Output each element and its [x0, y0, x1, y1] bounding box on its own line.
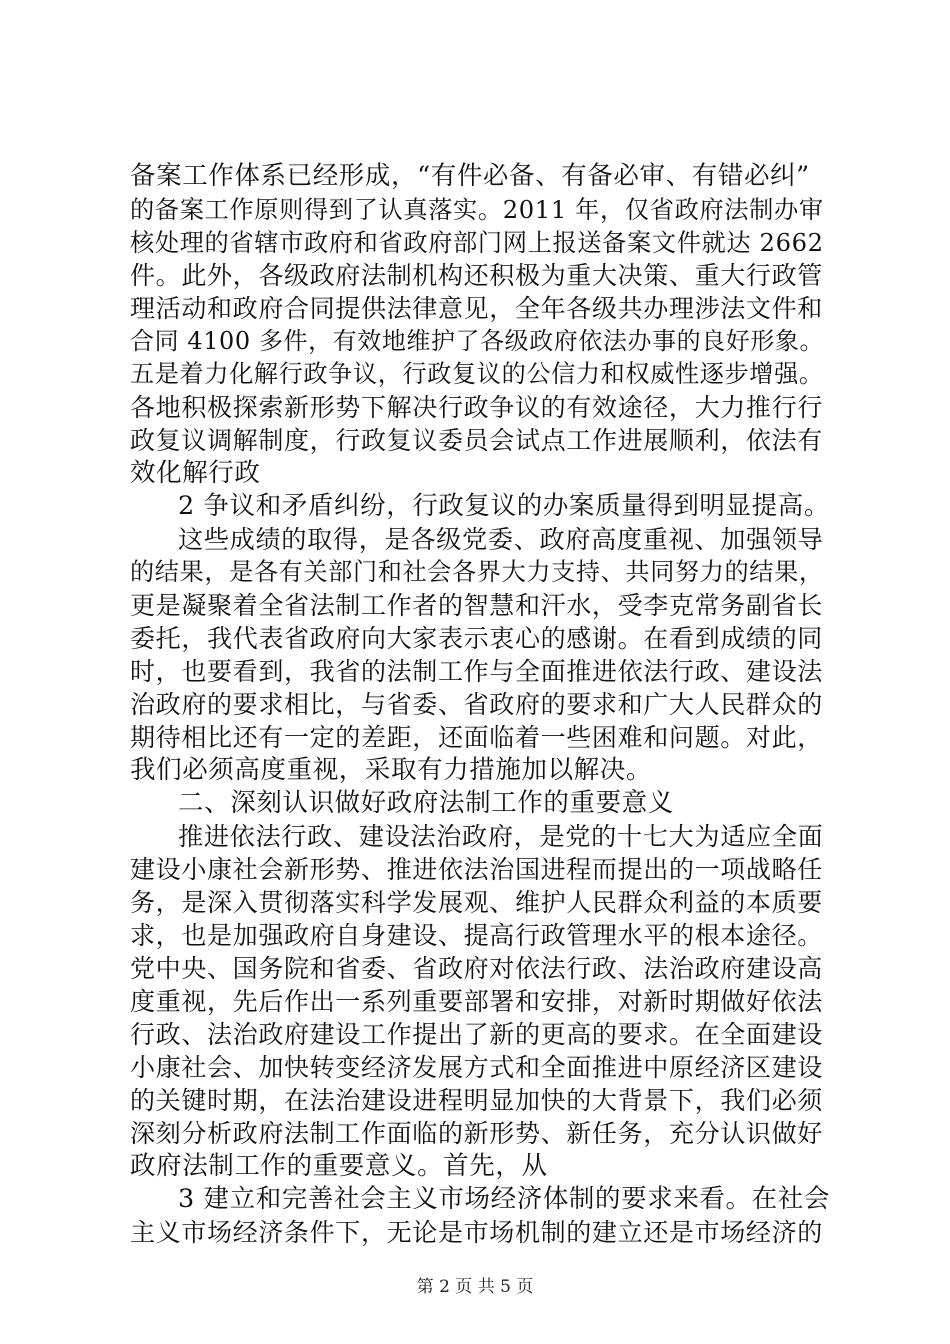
text-line: 效化解行政 [130, 458, 261, 488]
text-line: 党中央、国务院和省委、省政府对依法行政、法治政府建设高 [130, 954, 823, 983]
text-line: 建设小康社会新形势、推进依法治国进程而提出的一项战略任 [130, 855, 823, 884]
text-line: 时，也要看到，我省的法制工作与全面推进依法行政、建设法 [130, 657, 823, 686]
text-line: 委托，我代表省政府向大家表示衷心的感谢。在看到成绩的同 [130, 624, 823, 653]
text-line: 各地积极探索新形势下解决行政争议的有效途径，大力推行行 [130, 393, 823, 422]
text-line: 行政、法治政府建设工作提出了新的更高的要求。在全面建设 [130, 1020, 823, 1049]
text-line: 推进依法行政、建设法治政府，是党的十七大为适应全面 [178, 822, 824, 851]
text-line: 主义市场经济条件下，无论是市场机制的建立还是市场经济的 [130, 1218, 823, 1247]
text-line: 备案工作体系已经形成，“有件必备、有备必审、有错必纠” [130, 161, 810, 191]
text-line: 的备案工作原则得到了认真落实。2011 年，仅省政府法制办审 [130, 195, 824, 224]
text-line: 政府法制工作的重要意义。首先，从 [130, 1151, 548, 1181]
text-line: 小康社会、加快转变经济发展方式和全面推进中原经济区建设 [130, 1053, 823, 1082]
section-heading: 二、深刻认识做好政府法制工作的重要意义 [178, 788, 674, 818]
text-line: 3 建立和完善社会主义市场经济体制的要求来看。在社会 [178, 1184, 830, 1214]
text-line: 求，也是加强政府自身建设、提高行政管理水平的根本途径。 [130, 921, 823, 950]
text-line: 的关键时期，在法治建设进程明显加快的大背景下，我们必须 [130, 1086, 823, 1115]
text-line: 期待相比还有一定的差距，还面临着一些困难和问题。对此， [130, 723, 823, 752]
text-line: 合同 4100 多件，有效地维护了各级政府依法办事的良好形象。 [130, 327, 825, 355]
text-line: 这些成绩的取得，是各级党委、政府高度重视、加强领导 [178, 525, 824, 554]
text-line: 理活动和政府合同提供法律意见，全年各级共办理涉法文件和 [130, 294, 823, 323]
text-line: 治政府的要求相比，与省委、省政府的要求和广大人民群众的 [130, 690, 823, 719]
text-line: 我们必须高度重视，采取有力措施加以解决。 [130, 755, 653, 785]
text-line: 2 争议和矛盾纠纷，行政复议的办案质量得到明显提高。 [178, 491, 830, 521]
text-line: 务，是深入贯彻落实科学发展观、维护人民群众利益的本质要 [130, 888, 823, 917]
text-line: 深刻分析政府法制工作面临的新形势、新任务，充分认识做好 [130, 1119, 823, 1148]
text-line: 件。此外，各级政府法制机构还积极为重大决策、重大行政管 [130, 261, 823, 290]
text-line: 的结果，是各有关部门和社会各界大力支持、共同努力的结果， [130, 558, 824, 586]
page-footer: 第 2 页 共 5 页 [416, 1277, 534, 1297]
text-line: 度重视，先后作出一系列重要部署和安排，对新时期做好依法 [130, 987, 823, 1016]
text-line: 政复议调解制度，行政复议委员会试点工作进展顺利，依法有 [130, 426, 823, 455]
text-line: 更是凝聚着全省法制工作者的智慧和汗水，受李克常务副省长 [130, 591, 823, 620]
text-line: 五是着力化解行政争议，行政复议的公信力和权威性逐步增强。 [130, 360, 824, 388]
document-body [130, 160, 830, 1249]
text-line: 核处理的省辖市政府和省政府部门网上报送备案文件就达 2662 [130, 228, 824, 257]
